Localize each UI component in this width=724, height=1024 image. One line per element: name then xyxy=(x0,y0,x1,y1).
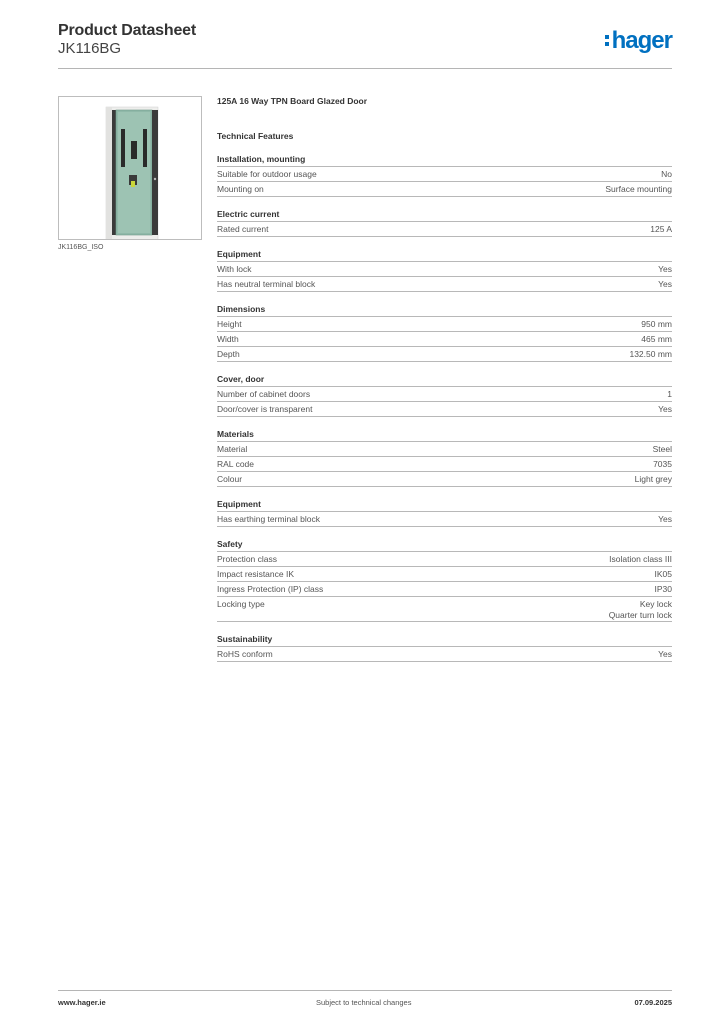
feature-row xyxy=(217,552,672,567)
logo-text: hager xyxy=(611,27,672,54)
feature-label: Mounting on xyxy=(217,184,264,194)
feature-row xyxy=(217,387,672,402)
feature-value-line: Yes xyxy=(658,264,672,274)
footer-website[interactable]: www.hager.ie xyxy=(58,998,106,1007)
feature-row xyxy=(217,277,672,292)
feature-label: Protection class xyxy=(217,554,277,564)
feature-value xyxy=(609,599,672,620)
feature-value-line: 125 A xyxy=(650,224,672,234)
section-heading: Equipment xyxy=(217,249,672,262)
feature-value xyxy=(653,444,672,455)
feature-value-line: 7035 xyxy=(653,459,672,469)
feature-section xyxy=(217,249,672,292)
feature-value-line: Yes xyxy=(658,279,672,289)
feature-value xyxy=(658,514,672,525)
feature-row xyxy=(217,317,672,332)
feature-value xyxy=(658,264,672,275)
feature-value xyxy=(635,474,672,485)
feature-value-line: Key lock xyxy=(639,599,672,609)
header-divider xyxy=(58,68,672,69)
feature-value xyxy=(661,169,672,180)
product-title: 125A 16 Way TPN Board Glazed Door xyxy=(217,96,368,106)
footer-notice: Subject to technical changes xyxy=(316,998,412,1007)
feature-row xyxy=(217,472,672,487)
feature-value-line: 950 mm xyxy=(641,319,672,329)
hager-logo xyxy=(605,28,672,54)
footer-date: 07.09.2025 xyxy=(634,998,672,1007)
feature-label: Has neutral terminal block xyxy=(217,279,316,289)
feature-label: Height xyxy=(217,319,242,329)
section-heading: Dimensions xyxy=(217,304,672,317)
feature-label: RAL code xyxy=(217,459,255,469)
technical-features-title: Technical Features xyxy=(217,131,294,141)
feature-label: Has earthing terminal block xyxy=(217,514,320,524)
feature-label: Suitable for outdoor usage xyxy=(217,169,317,179)
feature-row xyxy=(217,262,672,277)
feature-value xyxy=(655,584,673,595)
feature-row xyxy=(217,567,672,582)
feature-label: With lock xyxy=(217,264,252,274)
page-title: Product Datasheet xyxy=(58,22,196,39)
section-heading: Electric current xyxy=(217,209,672,222)
feature-value-line: Surface mounting xyxy=(605,184,672,194)
feature-label: Door/cover is transparent xyxy=(217,404,313,414)
feature-row xyxy=(217,182,672,197)
feature-value xyxy=(641,319,672,330)
feature-label: RoHS conform xyxy=(217,649,273,659)
feature-value xyxy=(655,569,673,580)
section-heading: Materials xyxy=(217,429,672,442)
feature-label: Locking type xyxy=(217,599,265,609)
feature-value xyxy=(658,404,672,415)
feature-value xyxy=(658,649,672,660)
section-heading: Sustainability xyxy=(217,634,672,647)
feature-value xyxy=(629,349,672,360)
product-code: JK116BG xyxy=(58,40,122,57)
feature-row xyxy=(217,582,672,597)
feature-value xyxy=(641,334,672,345)
feature-value-line: Isolation class III xyxy=(609,554,672,564)
feature-value xyxy=(653,459,672,470)
feature-row xyxy=(217,442,672,457)
feature-label: Impact resistance IK xyxy=(217,569,295,579)
feature-section xyxy=(217,209,672,237)
feature-value-line: Quarter turn lock xyxy=(608,609,672,620)
feature-row xyxy=(217,167,672,182)
image-caption: JK116BG_ISO xyxy=(58,244,104,251)
feature-value xyxy=(658,279,672,290)
feature-value xyxy=(605,184,672,195)
feature-section xyxy=(217,539,672,622)
feature-value-line: 132.50 mm xyxy=(629,349,672,359)
section-heading: Installation, mounting xyxy=(217,154,672,167)
feature-row xyxy=(217,512,672,527)
section-heading: Safety xyxy=(217,539,672,552)
feature-section xyxy=(217,429,672,487)
feature-label: Depth xyxy=(217,349,240,359)
feature-value xyxy=(667,389,672,400)
feature-section xyxy=(217,154,672,197)
feature-row xyxy=(217,597,672,622)
feature-value-line: No xyxy=(661,169,672,179)
feature-label: Ingress Protection (IP) class xyxy=(217,584,324,594)
product-image xyxy=(58,96,202,240)
feature-value-line: Yes xyxy=(658,649,672,659)
footer-divider xyxy=(58,990,672,991)
feature-section xyxy=(217,499,672,527)
feature-value xyxy=(609,554,672,565)
feature-row xyxy=(217,332,672,347)
feature-row xyxy=(217,222,672,237)
section-heading: Cover, door xyxy=(217,374,672,387)
feature-label: Rated current xyxy=(217,224,269,234)
distribution-board-illustration xyxy=(59,97,201,239)
feature-section xyxy=(217,634,672,662)
feature-section xyxy=(217,374,672,417)
feature-value-line: Steel xyxy=(652,444,672,454)
feature-value-line: 1 xyxy=(667,389,672,399)
logo-dots-icon xyxy=(605,35,610,49)
feature-sections xyxy=(217,154,672,662)
feature-row xyxy=(217,457,672,472)
feature-label: Colour xyxy=(217,474,243,484)
feature-row xyxy=(217,347,672,362)
section-heading: Equipment xyxy=(217,499,672,512)
feature-section xyxy=(217,304,672,362)
document-header xyxy=(58,22,196,58)
datasheet-content xyxy=(217,95,672,662)
feature-label: Material xyxy=(217,444,248,454)
feature-label: Width xyxy=(217,334,239,344)
feature-value xyxy=(650,224,672,235)
feature-value-line: Yes xyxy=(658,404,672,414)
feature-value-line: IP30 xyxy=(654,584,672,594)
feature-row xyxy=(217,402,672,417)
feature-value-line: Yes xyxy=(658,514,672,524)
feature-value-line: 465 mm xyxy=(641,334,672,344)
feature-value-line: Light grey xyxy=(634,474,672,484)
feature-row xyxy=(217,647,672,662)
feature-value-line: IK05 xyxy=(654,569,672,579)
feature-label: Number of cabinet doors xyxy=(217,389,311,399)
